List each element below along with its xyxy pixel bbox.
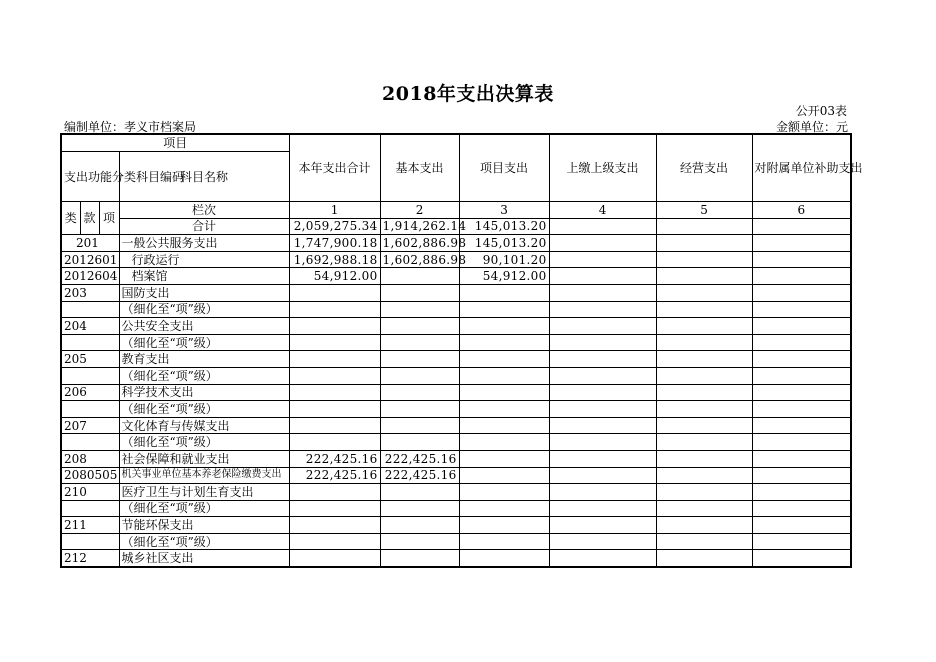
row-value — [656, 417, 752, 434]
money-unit-label: 金额单位：元 — [775, 120, 848, 134]
row-value — [380, 484, 459, 501]
row-value: 1,692,988.18 — [289, 251, 380, 268]
row-value: 222,425.16 — [380, 467, 459, 484]
header-col-4: 上缴上级支出 — [549, 134, 656, 202]
row-value: 1,602,886.98 — [380, 251, 459, 268]
row-value — [549, 401, 656, 418]
row-value — [752, 301, 851, 318]
row-value — [752, 351, 851, 368]
header-code: 支出功能分类科目编码 — [61, 152, 119, 202]
row-value — [380, 367, 459, 384]
row-value — [289, 334, 380, 351]
row-code — [61, 401, 119, 418]
table-row — [61, 367, 851, 384]
row-code: 212 — [61, 550, 119, 567]
row-value — [752, 318, 851, 335]
total-value: 145,013.20 — [459, 218, 549, 235]
row-value — [656, 284, 752, 301]
row-value — [459, 517, 549, 534]
row-value — [549, 284, 656, 301]
column-number: 3 — [459, 202, 549, 219]
total-value — [656, 218, 752, 235]
row-value — [549, 467, 656, 484]
row-value — [380, 334, 459, 351]
table-header — [61, 134, 863, 235]
row-value — [549, 318, 656, 335]
row-value: 1,602,886.98 — [380, 235, 459, 252]
table-body — [61, 235, 851, 567]
row-name: 城乡社区支出 — [119, 550, 289, 567]
header-col-6: 对附属单位补助支出 — [752, 134, 851, 202]
row-value — [459, 284, 549, 301]
row-value — [752, 484, 851, 501]
row-value — [380, 301, 459, 318]
row-value — [380, 434, 459, 451]
row-code: 205 — [61, 351, 119, 368]
row-value — [380, 417, 459, 434]
row-name: （细化至“项”级） — [119, 401, 289, 418]
row-value — [459, 500, 549, 517]
row-value: 1,747,900.18 — [289, 235, 380, 252]
table-row — [61, 268, 851, 285]
row-name: 科学技术支出 — [119, 384, 289, 401]
table-row — [61, 500, 851, 517]
row-value — [752, 251, 851, 268]
row-value — [289, 434, 380, 451]
row-name: 档案馆 — [119, 268, 289, 285]
row-value: 145,013.20 — [459, 235, 549, 252]
row-value — [459, 351, 549, 368]
header-kuan: 款 — [80, 202, 99, 235]
row-value — [656, 351, 752, 368]
row-value — [752, 268, 851, 285]
row-code: 2012601 — [61, 251, 119, 268]
row-value — [459, 318, 549, 335]
row-code: 2012604 — [61, 268, 119, 285]
row-value — [289, 367, 380, 384]
row-value — [459, 401, 549, 418]
row-value — [380, 384, 459, 401]
row-value — [752, 235, 851, 252]
row-code — [61, 500, 119, 517]
row-value — [380, 268, 459, 285]
page-title: 2018年支出决算表 — [382, 83, 554, 105]
row-value — [289, 351, 380, 368]
row-value — [289, 417, 380, 434]
row-name: （细化至“项”级） — [119, 367, 289, 384]
row-value — [549, 450, 656, 467]
table-row — [61, 533, 851, 550]
row-value — [752, 284, 851, 301]
row-value — [549, 517, 656, 534]
row-value — [549, 301, 656, 318]
total-value: 1,914,262.14 — [380, 218, 459, 235]
table-row — [61, 401, 851, 418]
row-code: 204 — [61, 318, 119, 335]
row-value — [752, 533, 851, 550]
row-value — [656, 384, 752, 401]
row-value — [549, 384, 656, 401]
row-value — [549, 500, 656, 517]
row-value — [549, 533, 656, 550]
row-value — [656, 401, 752, 418]
row-value — [459, 384, 549, 401]
row-value — [380, 318, 459, 335]
header-col-3: 项目支出 — [459, 134, 549, 202]
total-value — [549, 218, 656, 235]
row-value — [656, 517, 752, 534]
table-row — [61, 301, 851, 318]
row-value — [549, 334, 656, 351]
row-code — [61, 533, 119, 550]
row-value — [549, 434, 656, 451]
row-name: 医疗卫生与计划生育支出 — [119, 484, 289, 501]
column-number: 2 — [380, 202, 459, 219]
row-value — [656, 334, 752, 351]
form-number: 公开03表 — [795, 104, 847, 118]
row-name: （细化至“项”级） — [119, 533, 289, 550]
row-code — [61, 334, 119, 351]
row-name: （细化至“项”级） — [119, 301, 289, 318]
header-xiang: 项 — [99, 202, 119, 235]
row-name: （细化至“项”级） — [119, 434, 289, 451]
table-row — [61, 434, 851, 451]
table-row — [61, 251, 851, 268]
row-value — [459, 434, 549, 451]
header-col-2: 基本支出 — [380, 134, 459, 202]
row-code — [61, 434, 119, 451]
total-row — [61, 218, 851, 235]
header-lanci: 栏次 — [119, 202, 289, 219]
row-value — [549, 251, 656, 268]
row-name: 文化体育与传媒支出 — [119, 417, 289, 434]
row-value — [656, 500, 752, 517]
row-name: 一般公共服务支出 — [119, 235, 289, 252]
row-value — [459, 334, 549, 351]
row-value — [656, 268, 752, 285]
table-row — [61, 384, 851, 401]
row-value — [752, 500, 851, 517]
row-value — [656, 450, 752, 467]
column-number: 1 — [289, 202, 380, 219]
row-value — [656, 235, 752, 252]
table-row — [61, 334, 851, 351]
row-value — [289, 318, 380, 335]
row-value — [656, 533, 752, 550]
org-unit-label: 编制单位：孝义市档案局 — [64, 120, 197, 134]
row-value: 222,425.16 — [289, 450, 380, 467]
row-value — [549, 351, 656, 368]
row-name: 教育支出 — [119, 351, 289, 368]
expenditure-table — [60, 133, 863, 568]
row-name: 社会保障和就业支出 — [119, 450, 289, 467]
row-value — [459, 467, 549, 484]
table-row — [61, 284, 851, 301]
row-value — [752, 467, 851, 484]
row-value: 222,425.16 — [380, 450, 459, 467]
row-value — [549, 235, 656, 252]
row-value — [380, 517, 459, 534]
table-row — [61, 417, 851, 434]
total-label: 合计 — [119, 218, 289, 235]
row-name: 行政运行 — [119, 251, 289, 268]
column-number: 5 — [656, 202, 752, 219]
row-value: 54,912.00 — [459, 268, 549, 285]
row-name: 节能环保支出 — [119, 517, 289, 534]
row-value — [289, 484, 380, 501]
row-code — [61, 301, 119, 318]
row-value: 90,101.20 — [459, 251, 549, 268]
row-value — [380, 500, 459, 517]
column-number: 4 — [549, 202, 656, 219]
row-value — [752, 401, 851, 418]
row-value: 222,425.16 — [289, 467, 380, 484]
row-value — [549, 484, 656, 501]
row-value — [752, 367, 851, 384]
row-value — [289, 533, 380, 550]
row-value — [380, 550, 459, 567]
row-value — [752, 384, 851, 401]
row-code: 2080505 — [61, 467, 119, 484]
row-value — [752, 417, 851, 434]
row-value — [459, 417, 549, 434]
table-row — [61, 517, 851, 534]
header-item: 项目 — [61, 134, 289, 152]
header-lei: 类 — [61, 202, 80, 235]
row-value — [289, 500, 380, 517]
row-name: 机关事业单位基本养老保险缴费支出 — [119, 467, 289, 484]
row-value — [459, 484, 549, 501]
table-row — [61, 484, 851, 501]
row-value — [289, 550, 380, 567]
header-col-1: 本年支出合计 — [289, 134, 380, 202]
row-value — [380, 533, 459, 550]
row-name: 公共安全支出 — [119, 318, 289, 335]
row-value — [459, 301, 549, 318]
header-name: 科目名称 — [119, 152, 289, 202]
table-row — [61, 318, 851, 335]
row-value — [656, 484, 752, 501]
row-value — [549, 417, 656, 434]
row-value — [549, 268, 656, 285]
row-value — [549, 550, 656, 567]
row-value — [459, 550, 549, 567]
table-row — [61, 467, 851, 484]
row-value — [289, 384, 380, 401]
row-value — [752, 434, 851, 451]
row-name: 国防支出 — [119, 284, 289, 301]
row-value — [549, 367, 656, 384]
row-value — [459, 450, 549, 467]
row-value — [656, 434, 752, 451]
row-code: 208 — [61, 450, 119, 467]
row-value — [656, 467, 752, 484]
row-value — [380, 351, 459, 368]
table-row — [61, 351, 851, 368]
row-value — [656, 251, 752, 268]
table-row — [61, 550, 851, 567]
total-value — [752, 218, 851, 235]
row-name: （细化至“项”级） — [119, 334, 289, 351]
row-value — [380, 401, 459, 418]
row-code: 203 — [61, 284, 119, 301]
row-value — [656, 550, 752, 567]
row-value — [459, 367, 549, 384]
row-code — [61, 367, 119, 384]
row-value — [656, 301, 752, 318]
row-value — [656, 367, 752, 384]
row-code: 210 — [61, 484, 119, 501]
row-value — [752, 550, 851, 567]
row-value — [289, 517, 380, 534]
row-value — [752, 450, 851, 467]
row-value — [752, 334, 851, 351]
row-value — [289, 401, 380, 418]
header-col-5: 经营支出 — [656, 134, 752, 202]
row-name: （细化至“项”级） — [119, 500, 289, 517]
table-row — [61, 450, 851, 467]
row-code: 201 — [61, 235, 119, 252]
row-value — [289, 301, 380, 318]
row-value — [752, 517, 851, 534]
row-code: 207 — [61, 417, 119, 434]
row-value — [656, 318, 752, 335]
row-value — [380, 284, 459, 301]
column-number: 6 — [752, 202, 851, 219]
row-code: 206 — [61, 384, 119, 401]
total-value: 2,059,275.34 — [289, 218, 380, 235]
row-value — [289, 284, 380, 301]
row-value — [459, 533, 549, 550]
row-code: 211 — [61, 517, 119, 534]
table-row — [61, 235, 851, 252]
row-value: 54,912.00 — [289, 268, 380, 285]
